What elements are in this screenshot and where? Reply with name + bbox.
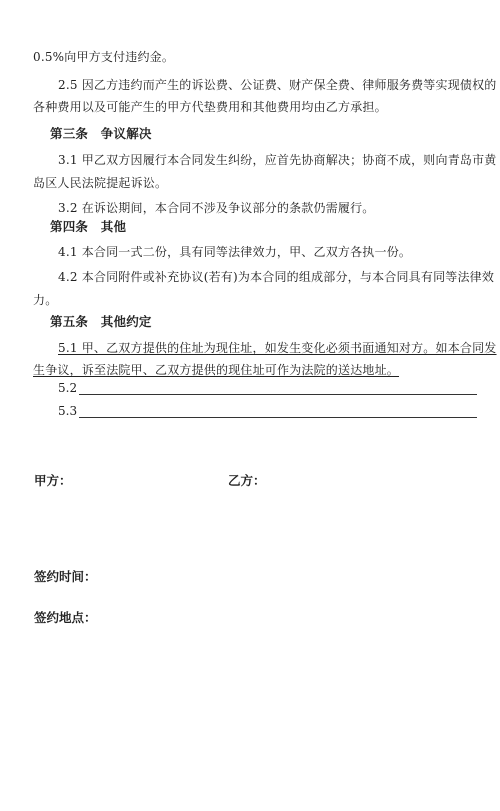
blank-line [79,404,477,418]
blank-line [79,381,477,395]
text-line: 岛区人民法院提起诉讼。 [33,176,168,190]
text-line: 力。 [33,293,58,307]
clause-3-1: 3.1 甲乙双方因履行本合同发生纠纷，应首先协商解决；协商不成，则向青岛市黄 [58,153,497,167]
clause-5-2-number: 5.2 [58,381,78,395]
text-line: 各种费用以及可能产生的甲方代垫费用和其他费用均由乙方承担。 [33,100,387,114]
sign-time-label: 签约时间： [34,569,97,584]
party-a-label: 甲方： [34,473,72,488]
clause-4-2: 4.2 本合同附件或补充协议(若有)为本合同的组成部分，与本合同具有同等法律效 [58,270,495,284]
text-line: 生争议，诉至法院甲、乙双方提供的现住址可作为法院的送达地址。 [33,363,400,377]
clause-3-2: 3.2 在诉讼期间，本合同不涉及争议部分的条款仍需履行。 [58,201,375,215]
article-5-heading: 第五条 其他约定 [50,314,152,329]
clause-5-3-number: 5.3 [58,404,78,418]
sign-place-label: 签约地点： [34,610,97,625]
clause-4-1: 4.1 本合同一式二份，具有同等法律效力，甲、乙双方各执一份。 [58,245,412,259]
clause-2-5: 2.5 因乙方违约而产生的诉讼费、公证费、财产保全费、律师服务费等实现债权的 [58,78,497,92]
party-b-label: 乙方： [228,473,266,488]
clause-5-3-blank [58,404,477,418]
article-4-heading: 第四条 其他 [50,219,127,234]
text-line: 0.5%向甲方支付违约金。 [33,50,175,64]
clause-5-2-blank [58,381,477,395]
clause-5-1: 5.1 甲、乙双方提供的住址为现住址，如发生变化必须书面通知对方。如本合同发 [58,341,497,355]
article-3-heading: 第三条 争议解决 [50,126,152,141]
